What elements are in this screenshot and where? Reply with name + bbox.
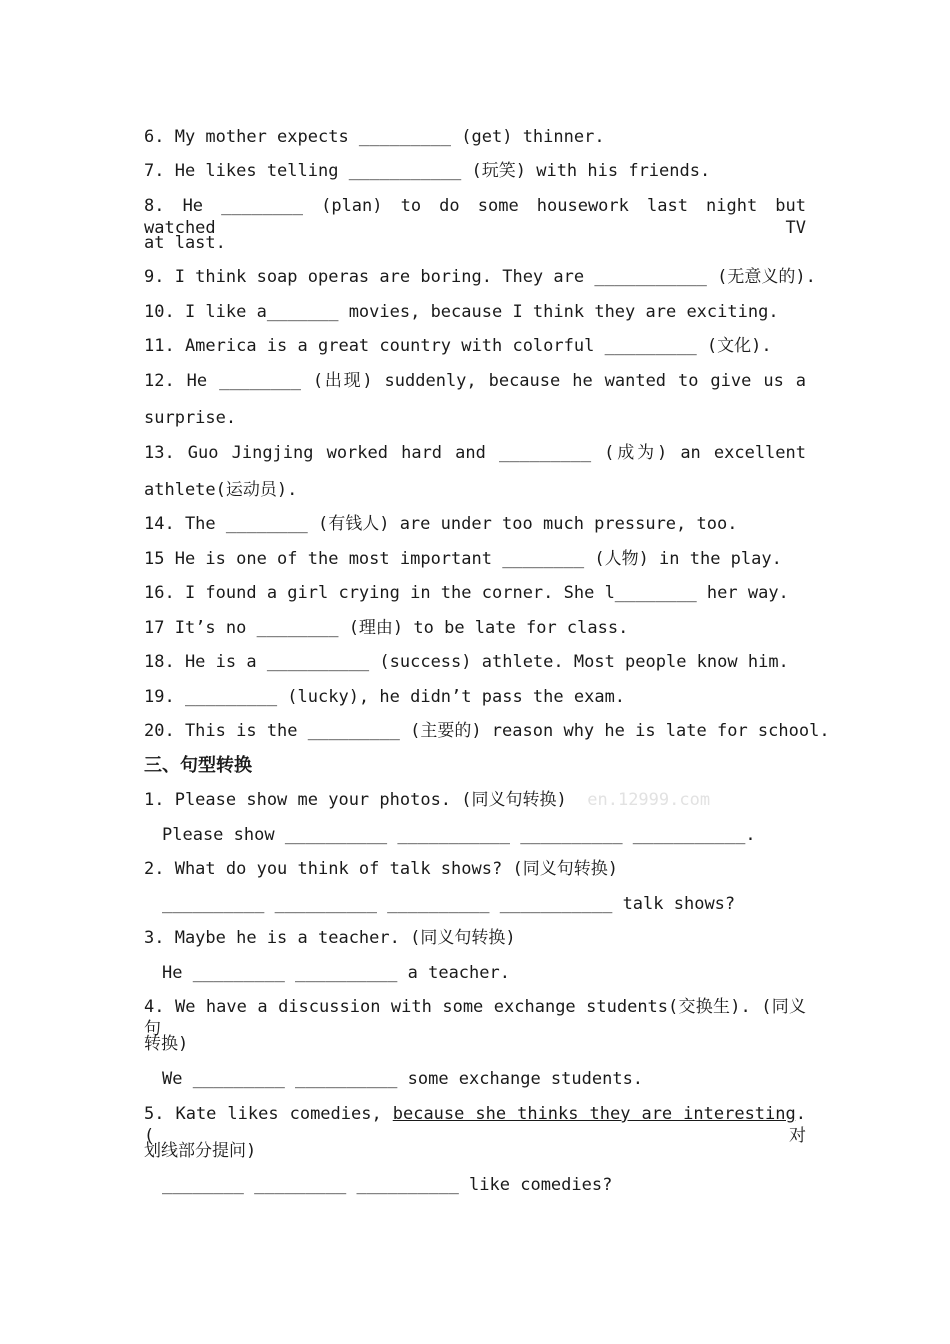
- question-12-line-1: 12. He ________ (出现) suddenly, because he wanted to give us a: [144, 371, 806, 391]
- question-20: 20. This is the _________ (主要的) reason why he is late for school.: [144, 721, 830, 741]
- transform-2-answer: __________ __________ __________ ___________ talk shows?: [162, 894, 736, 914]
- question-9: 9. I think soap operas are boring. They are ___________ (无意义的).: [144, 267, 816, 287]
- transform-5-prefix: 5. Kate likes comedies,: [144, 1104, 393, 1124]
- watermark: en.12999.com: [587, 790, 711, 810]
- question-13-line-1: 13. Guo Jingjing worked hard and _________ (成为) an excellent: [144, 443, 806, 463]
- transform-5-suffix: . (对: [144, 1104, 806, 1146]
- transform-1-text: 1. Please show me your photos. (同义句转换): [144, 790, 567, 810]
- transform-2-question: 2. What do you think of talk shows? (同义句转换): [144, 859, 618, 879]
- question-11: 11. America is a great country with colorful _________ (文化).: [144, 336, 772, 356]
- question-18: 18. He is a __________ (success) athlete. Most people know him.: [144, 652, 789, 672]
- transform-5-question-line-2: 划线部分提问): [144, 1141, 257, 1161]
- question-7: 7. He likes telling ___________ (玩笑) with his friends.: [144, 161, 711, 181]
- transform-3-answer: He _________ __________ a teacher.: [162, 963, 510, 983]
- section-heading: 三、句型转换: [144, 755, 252, 776]
- transform-4-answer: We _________ __________ some exchange students.: [162, 1069, 644, 1089]
- question-8-line-1: 8. He ________ (plan) to do some housework last night but watched TV: [144, 196, 806, 238]
- question-15: 15 He is one of the most important ________ (人物) in the play.: [144, 549, 782, 569]
- question-8-line-2: at last.: [144, 233, 226, 253]
- transform-1-question: [144, 789, 806, 811]
- question-10: 10. I like a_______ movies, because I think they are exciting.: [144, 302, 779, 322]
- question-12-line-2: surprise.: [144, 408, 237, 428]
- question-6: 6. My mother expects _________ (get) thinner.: [144, 127, 605, 147]
- transform-4-question-line-1: 4. We have a discussion with some exchange students(交换生). (同义句: [144, 997, 806, 1039]
- question-19: 19. _________ (lucky), he didn’t pass the exam.: [144, 687, 626, 707]
- question-13-line-2: athlete(运动员).: [144, 480, 298, 500]
- question-14: 14. The ________ (有钱人) are under too much pressure, too.: [144, 514, 738, 534]
- transform-3-question: 3. Maybe he is a teacher. (同义句转换): [144, 928, 516, 948]
- transform-4-question-line-2: 转换): [144, 1034, 189, 1054]
- question-16: 16. I found a girl crying in the corner. She l________ her way.: [144, 583, 789, 603]
- question-17: 17 It’s no ________ (理由) to be late for class.: [144, 618, 629, 638]
- underlined-phrase: because she thinks they are interesting: [392, 1104, 796, 1124]
- transform-5-answer: ________ _________ __________ like comedies?: [162, 1175, 613, 1195]
- transform-1-answer: Please show __________ ___________ __________ ___________.: [162, 825, 756, 845]
